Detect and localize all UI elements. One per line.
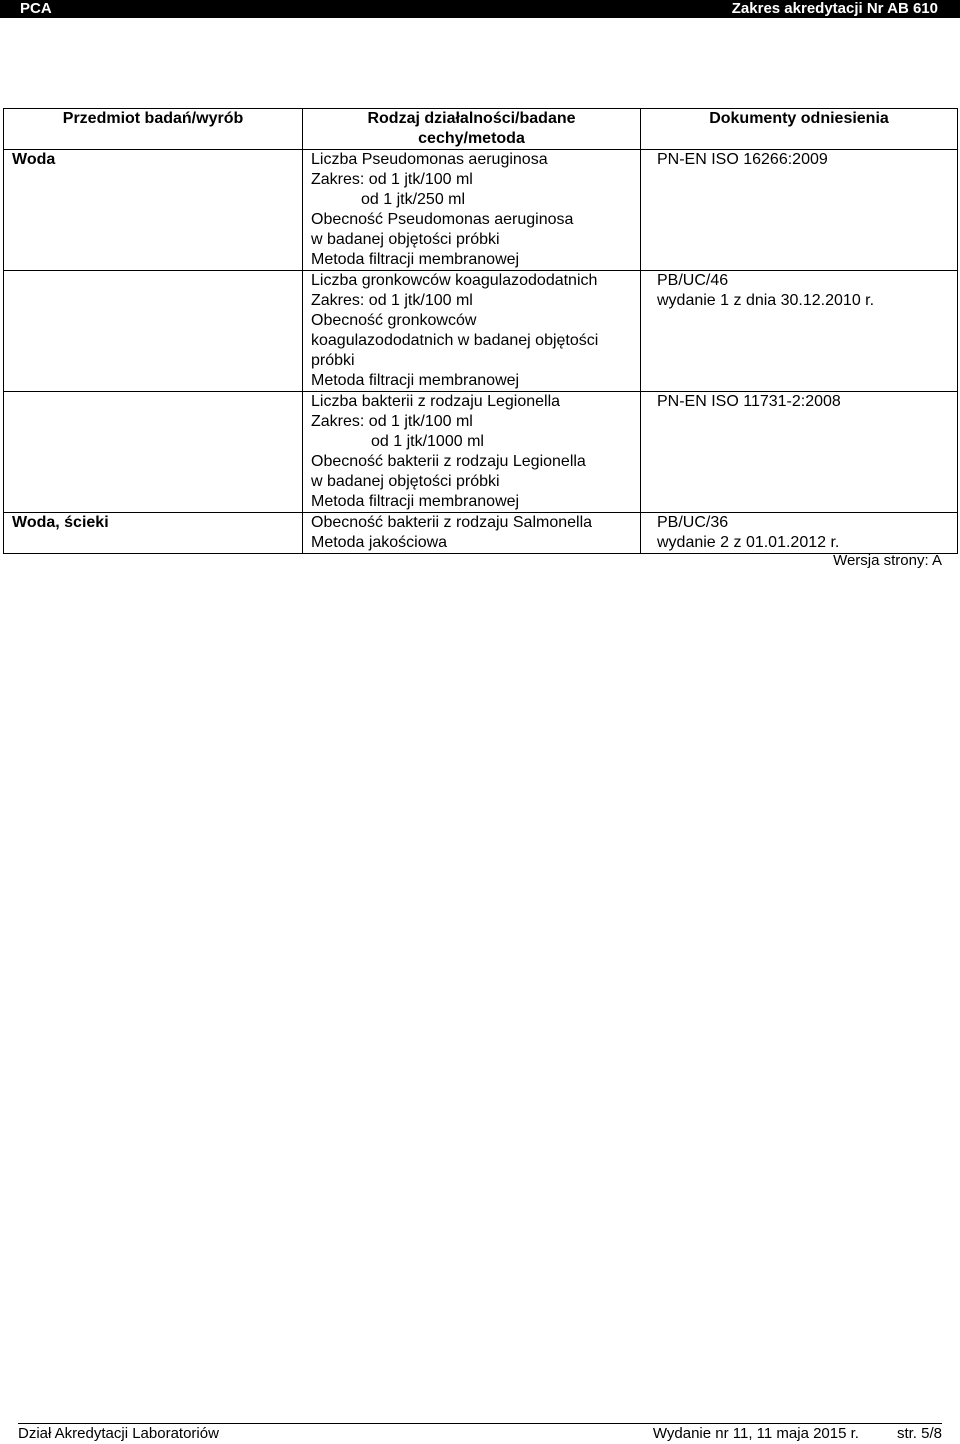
footer-edition: Wydanie nr 11, 11 maja 2015 r. xyxy=(652,1425,859,1442)
document-line: PB/UC/46 xyxy=(657,272,729,289)
table-row xyxy=(4,271,958,392)
method-line: Obecność bakterii z rodzaju Legionella xyxy=(311,453,586,470)
header-documents: Dokumenty odniesienia xyxy=(641,109,958,150)
header-activity xyxy=(303,109,641,150)
page-header xyxy=(0,0,960,18)
header-activity-line1: Rodzaj działalności/badane xyxy=(367,110,576,127)
table-row xyxy=(4,392,958,513)
method-line: Zakres: od 1 jtk/100 ml xyxy=(311,171,473,188)
documents-cell xyxy=(641,271,958,392)
method-line: od 1 jtk/250 ml xyxy=(361,191,466,208)
method-line: Liczba bakterii z rodzaju Legionella xyxy=(311,393,561,410)
method-line: Metoda jakościowa xyxy=(311,534,448,551)
document-line: wydanie 2 z 01.01.2012 r. xyxy=(657,534,840,551)
subject-cell: Woda, ścieki xyxy=(4,513,303,554)
method-line: w badanej objętości próbki xyxy=(311,231,500,248)
methods-cell xyxy=(303,513,641,554)
header-org: PCA xyxy=(20,0,52,17)
methods-cell xyxy=(303,392,641,513)
method-line: Zakres: od 1 jtk/100 ml xyxy=(311,413,473,430)
method-line: Metoda filtracji membranowej xyxy=(311,251,520,268)
method-line: Metoda filtracji membranowej xyxy=(311,493,520,510)
footer-department: Dział Akredytacji Laboratoriów xyxy=(18,1425,219,1442)
method-line: Zakres: od 1 jtk/100 ml xyxy=(311,292,473,309)
documents-cell xyxy=(641,513,958,554)
method-line: Liczba gronkowców koagulazododatnich xyxy=(311,272,598,289)
page-footer xyxy=(18,1423,942,1444)
page-version: Wersja strony: A xyxy=(833,552,942,569)
documents-cell xyxy=(641,392,958,513)
method-line: Obecność gronkowców xyxy=(311,312,477,329)
method-line: koagulazododatnich w badanej objętości xyxy=(311,332,599,349)
method-line: od 1 jtk/1000 ml xyxy=(371,433,484,450)
document-line: PB/UC/36 xyxy=(657,514,729,531)
method-line: Obecność bakterii z rodzaju Salmonella xyxy=(311,514,593,531)
header-subject: Przedmiot badań/wyrób xyxy=(4,109,303,150)
subject-cell xyxy=(4,271,303,392)
method-line: próbki xyxy=(311,352,355,369)
method-line: Obecność Pseudomonas aeruginosa xyxy=(311,211,574,228)
header-title: Zakres akredytacji Nr AB 610 xyxy=(731,0,938,17)
footer-page-number: str. 5/8 xyxy=(896,1425,942,1442)
document-line: PN-EN ISO 11731-2:2008 xyxy=(657,393,841,410)
methods-cell xyxy=(303,271,641,392)
subject-cell: Woda xyxy=(4,150,303,271)
header-activity-line2: cechy/metoda xyxy=(418,130,525,147)
table-row xyxy=(4,513,958,554)
methods-cell xyxy=(303,150,641,271)
accreditation-scope-table xyxy=(3,108,958,554)
table-row xyxy=(4,150,958,271)
method-line: Liczba Pseudomonas aeruginosa xyxy=(311,151,548,168)
subject-cell xyxy=(4,392,303,513)
footer-right xyxy=(653,1424,942,1443)
document-line: PN-EN ISO 16266:2009 xyxy=(657,151,828,168)
documents-cell xyxy=(641,150,958,271)
method-line: w badanej objętości próbki xyxy=(311,473,500,490)
method-line: Metoda filtracji membranowej xyxy=(311,372,520,389)
table-header-row xyxy=(4,109,958,150)
document-line: wydanie 1 z dnia 30.12.2010 r. xyxy=(657,292,875,309)
